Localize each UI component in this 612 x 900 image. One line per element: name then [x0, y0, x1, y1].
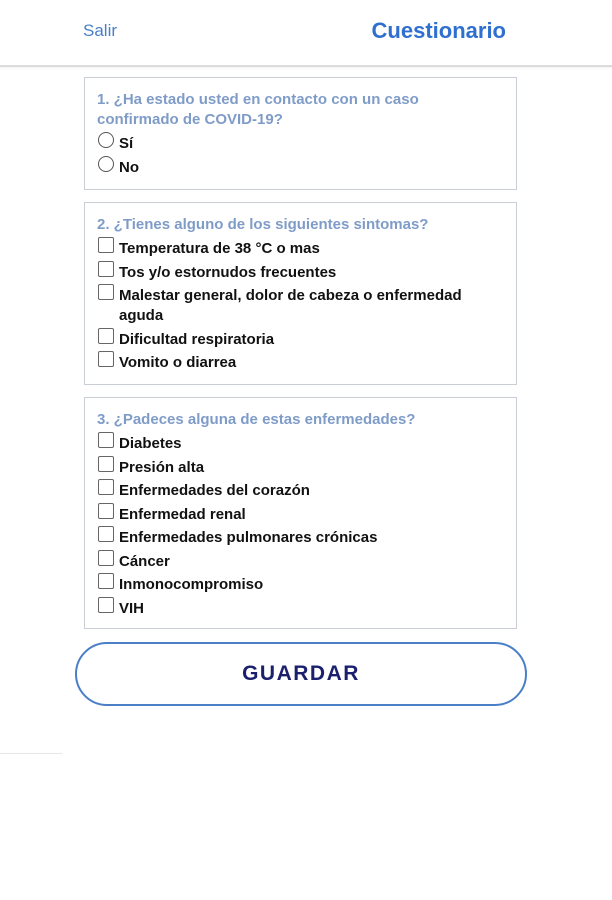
radio-button[interactable]: [98, 156, 114, 172]
checkbox-option[interactable]: Presión alta: [97, 456, 504, 478]
checkbox[interactable]: [98, 328, 114, 344]
divider: [0, 753, 62, 754]
question-text: 1. ¿Ha estado usted en contacto con un caso confirmado de COVID-19?: [97, 91, 419, 128]
checkbox[interactable]: [98, 237, 114, 253]
checkbox-option[interactable]: Inmonocompromiso: [97, 573, 504, 595]
checkbox[interactable]: [98, 550, 114, 566]
radio-option-no[interactable]: No: [97, 156, 504, 178]
question-card-2: [84, 202, 517, 385]
question-text: 3. ¿Padeces alguna de estas enfermedades?: [97, 411, 416, 428]
checkbox-option[interactable]: Enfermedades del corazón: [97, 479, 504, 501]
question-text: 2. ¿Tienes alguno de los siguientes sintomas?: [97, 216, 429, 233]
checkbox[interactable]: [98, 526, 114, 542]
checkbox-option[interactable]: Diabetes: [97, 432, 504, 454]
checkbox-option[interactable]: Enfermedad renal: [97, 503, 504, 525]
checkbox-option[interactable]: Vomito o diarrea: [97, 351, 504, 373]
app-header: [0, 0, 612, 67]
checkbox[interactable]: [98, 284, 114, 300]
checkbox-option[interactable]: Tos y/o estornudos frecuentes: [97, 261, 504, 283]
checkbox-option[interactable]: Dificultad respiratoria: [97, 328, 504, 350]
page-title: Cuestionario: [371, 18, 506, 43]
radio-button[interactable]: [98, 132, 114, 148]
question-card-3: [84, 397, 517, 629]
checkbox[interactable]: [98, 573, 114, 589]
checkbox[interactable]: [98, 261, 114, 277]
checkbox-option[interactable]: Malestar general, dolor de cabeza o enfermedad aguda: [97, 284, 504, 326]
checkbox[interactable]: [98, 432, 114, 448]
checkbox[interactable]: [98, 479, 114, 495]
checkbox[interactable]: [98, 456, 114, 472]
save-button[interactable]: GUARDAR: [75, 642, 527, 706]
checkbox[interactable]: [98, 351, 114, 367]
checkbox[interactable]: [98, 597, 114, 613]
checkbox-option[interactable]: Enfermedades pulmonares crónicas: [97, 526, 504, 548]
exit-link[interactable]: Salir: [83, 21, 118, 40]
radio-option-si[interactable]: Sí: [97, 132, 504, 154]
question-card-1: [84, 77, 517, 190]
checkbox-option[interactable]: VIH: [97, 597, 504, 619]
checkbox-option[interactable]: Cáncer: [97, 550, 504, 572]
checkbox-option[interactable]: Temperatura de 38 °C o mas: [97, 237, 504, 259]
checkbox[interactable]: [98, 503, 114, 519]
